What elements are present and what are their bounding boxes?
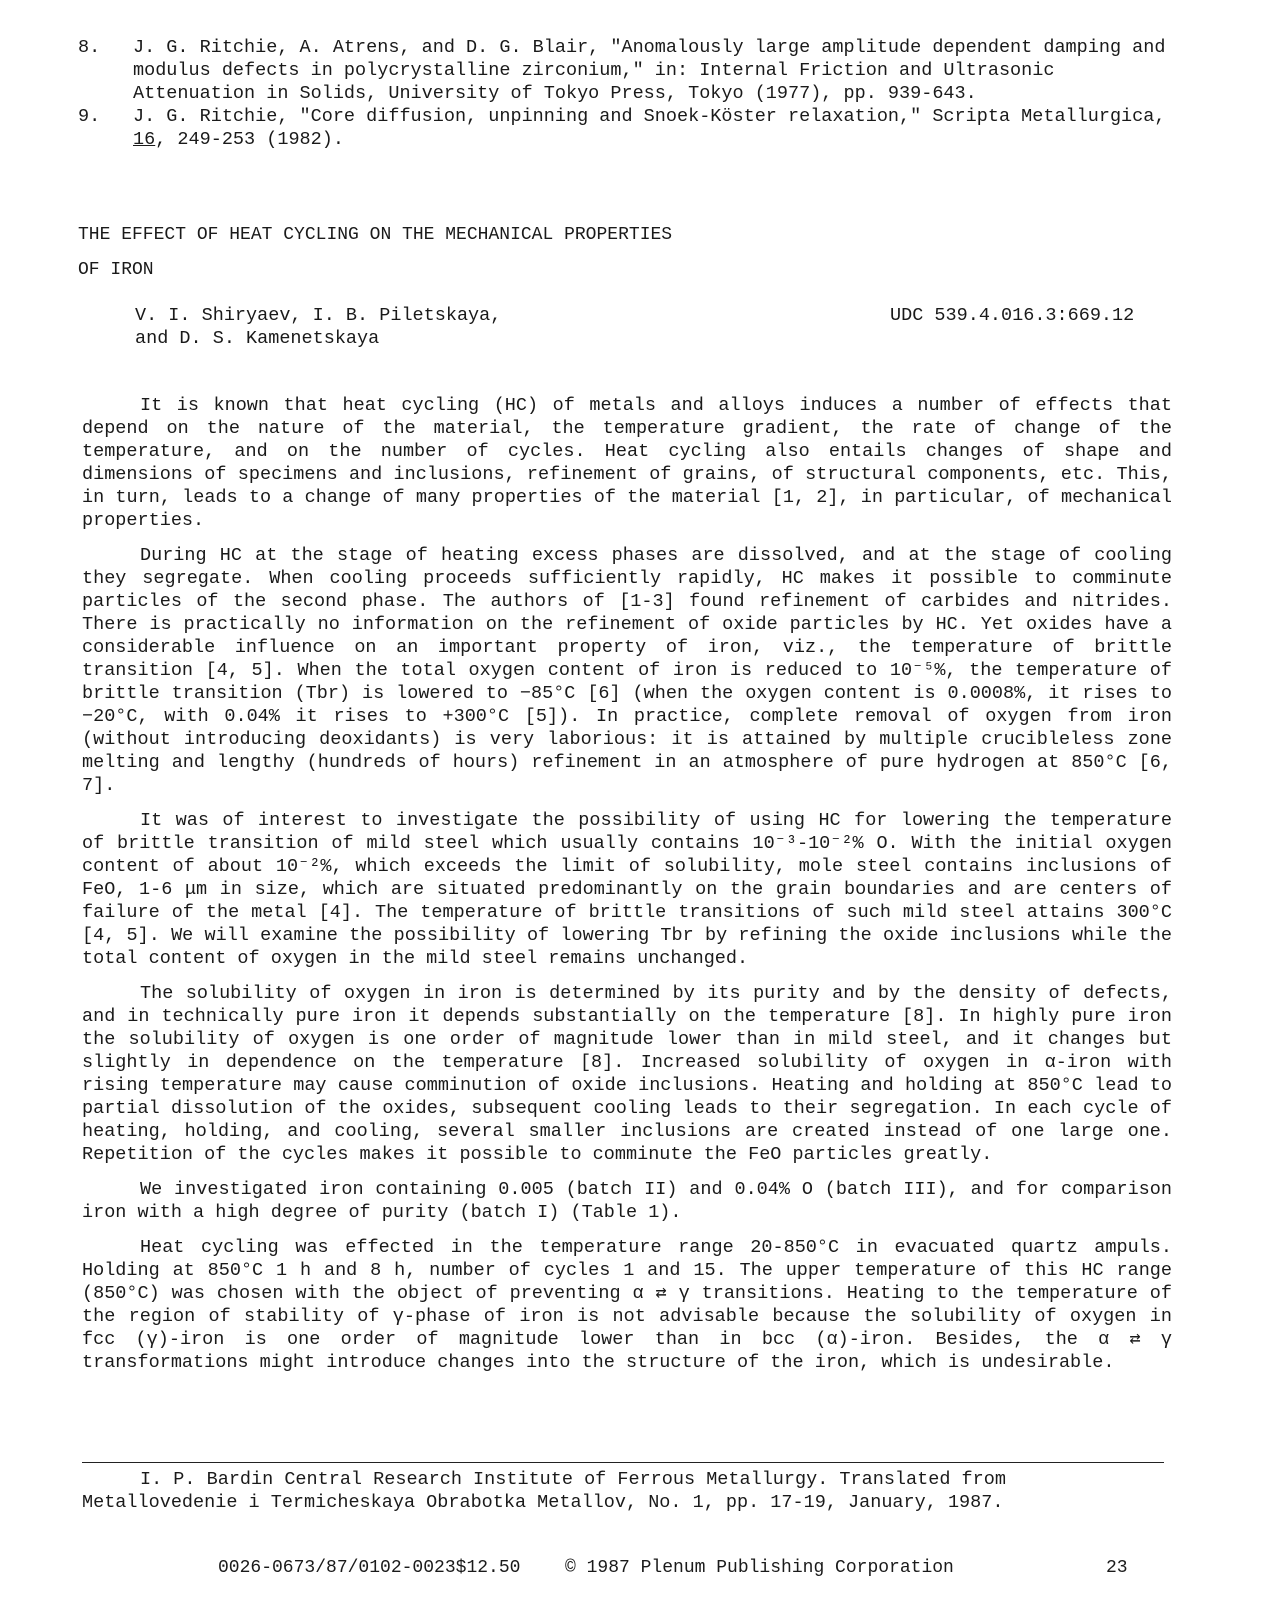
article-body bbox=[82, 394, 1172, 1386]
authors-line-1: V. I. Shiryaev, I. B. Piletskaya, bbox=[135, 305, 502, 326]
title-line-1: THE EFFECT OF HEAT CYCLING ON THE MECHANICAL PROPERTIES bbox=[78, 225, 673, 245]
footnote bbox=[82, 1468, 1172, 1514]
paragraph-3: It was of interest to investigate the possibility of using HC for lowering the temperature of brittle transition of mild steel which usually contains 10⁻³-10⁻²% O. With the initial oxygen content of about 10⁻²%, which exceeds the limit of solubility, mole steel contains inclusions of FeO, 1-6 μm in size, which are situated predominantly on the grain boundaries and are centers of failure of the metal [4]. The temperature of brittle transitions of such mild steel attains 300°C [4, 5]. We will examine the possibility of lowering Tbr by refining the oxide inclusions while the total content of oxygen in the mild steel remains unchanged. bbox=[82, 810, 1172, 969]
paragraph-5: We investigated iron containing 0.005 (batch II) and 0.04% O (batch III), and for comparison iron with a high degree of purity (batch I) (Table 1). bbox=[82, 1179, 1172, 1223]
page-number: 23 bbox=[1106, 1558, 1128, 1578]
paragraph-6: Heat cycling was effected in the temperature range 20-850°C in evacuated quartz ampuls. Holding at 850°C 1 h and 8 h, number of cycles 1 and 15. The upper temperature of this HC range (850°C) was chosen with the object of preventing α ⇄ γ transitions. Heating to the temperature of the region of stability of γ-phase of iron is not advisable because the solubility of oxygen in fcc (γ)-iron is one order of magnitude lower than in bcc (α)-iron. Besides, the α ⇄ γ transformations might introduce changes into the structure of the iron, which is undesirable. bbox=[82, 1237, 1172, 1373]
reference-text-tail: , 249-253 (1982). bbox=[155, 129, 344, 150]
reference-item-9 bbox=[78, 105, 1178, 151]
reference-text: J. G. Ritchie, A. Atrens, and D. G. Blair, "Anomalously large amplitude dependent damping and modulus defects in polycrystalline zirconium," in: Internal Friction and Ultrasonic Attenuation in Solids, University of Tokyo Press, Tokyo (1977), pp. 939-643. bbox=[133, 37, 1166, 104]
footnote-text: I. P. Bardin Central Research Institute of Ferrous Metallurgy. Translated from Metallovedenie i Termicheskaya Obrabotka Metallov, No. 1, pp. 17-19, January, 1987. bbox=[82, 1469, 1006, 1513]
reference-number: 8. bbox=[78, 37, 101, 58]
reference-text: J. G. Ritchie, "Core diffusion, unpinning and Snoek-Köster relaxation," Scripta Metallurgica, bbox=[133, 106, 1166, 127]
paragraph-2: During HC at the stage of heating excess phases are dissolved, and at the stage of cooling they segregate. When cooling proceeds sufficiently rapidly, HC makes it possible to comminute particles of the second phase. The authors of [1-3] found refinement of carbides and nitrides. There is practically no information on the refinement of oxide particles by HC. Yet oxides have a considerable influence on an important property of iron, viz., the temperature of brittle transition [4, 5]. When the total oxygen content of iron is reduced to 10⁻⁵%, the temperature of brittle transition (Tbr) is lowered to −85°C [6] (when the oxygen content is 0.0008%, it rises to −20°C, with 0.04% it rises to +300°C [5]). In practice, complete removal of oxygen from iron (without introducing deoxidants) is very laborious: it is attained by multiple crucibleless zone melting and lengthy (hundreds of hours) refinement in an atmosphere of pure hydrogen at 850°C [6, 7]. bbox=[82, 545, 1172, 796]
authors-line-2: and D. S. Kamenetskaya bbox=[135, 328, 380, 349]
authors bbox=[135, 304, 501, 350]
reference-list bbox=[78, 36, 1178, 151]
footnote-divider bbox=[82, 1462, 1164, 1463]
reference-number: 9. bbox=[78, 106, 101, 127]
reference-item-8 bbox=[78, 36, 1178, 105]
paragraph-4: The solubility of oxygen in iron is determined by its purity and by the density of defects, and in technically pure iron it depends substantially on the temperature [8]. In highly pure iron the solubility of oxygen is one order of magnitude lower than in mild steel, and it changes but slightly in dependence on the temperature [8]. Increased solubility of oxygen in α-iron with rising temperature may cause comminution of oxide inclusions. Heating and holding at 850°C lead to partial dissolution of the oxides, subsequent cooling leads to their segregation. In each cycle of heating, holding, and cooling, several smaller inclusions are created instead of one large one. Repetition of the cycles makes it possible to comminute the FeO particles greatly. bbox=[82, 983, 1172, 1165]
article-title bbox=[78, 224, 672, 294]
paragraph-1: It is known that heat cycling (HC) of metals and alloys induces a number of effects that depend on the nature of the material, the temperature gradient, the rate of change of the temperature, and on the number of cycles. Heat cycling also entails changes of shape and dimensions of specimens and inclusions, refinement of grains, of structural components, etc. This, in turn, leads to a change of many properties of the material [1, 2], in particular, of mechanical properties. bbox=[82, 395, 1172, 531]
udc-code: UDC 539.4.016.3:669.12 bbox=[890, 305, 1135, 326]
copyright: © 1987 Plenum Publishing Corporation bbox=[565, 1558, 954, 1578]
reference-volume: 16 bbox=[133, 129, 156, 150]
article-code: 0026-0673/87/0102-0023$12.50 bbox=[218, 1558, 521, 1578]
title-line-2: OF IRON bbox=[78, 260, 154, 280]
